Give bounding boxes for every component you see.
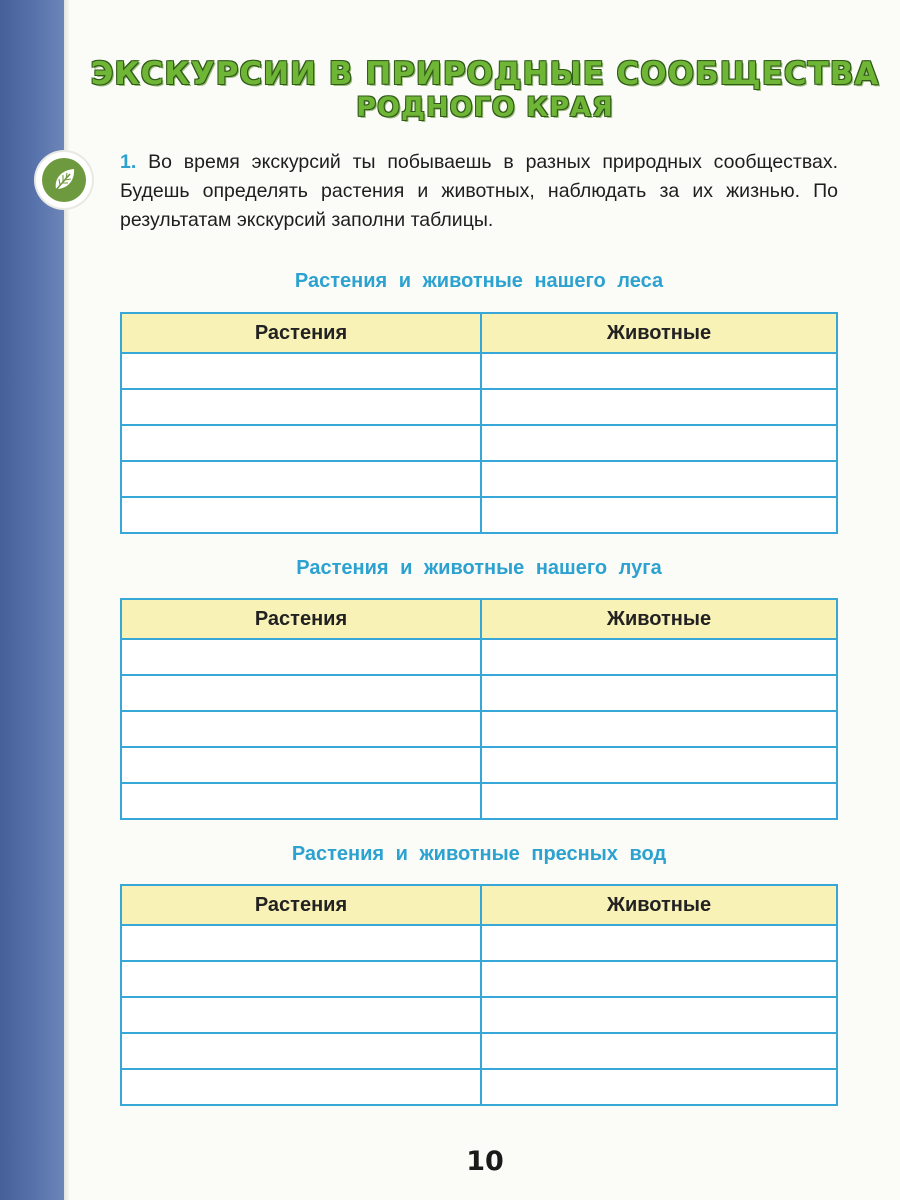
animal-cell[interactable]	[481, 747, 837, 783]
forest-table-title: Растения и животные нашего леса	[294, 270, 664, 292]
plant-cell[interactable]	[121, 389, 481, 425]
table-header-row	[121, 885, 837, 925]
table-row	[121, 961, 837, 997]
animals-column-header: Животные	[481, 885, 837, 925]
animal-cell[interactable]	[481, 425, 837, 461]
table-row	[121, 711, 837, 747]
animals-column-header: Животные	[481, 599, 837, 639]
table-row	[121, 675, 837, 711]
table-row	[121, 997, 837, 1033]
page-title-line1: ЭКСКУРСИИ В ПРИРОДНЫЕ СООБЩЕСТВА	[90, 56, 880, 92]
table-row	[121, 1033, 837, 1069]
plant-cell[interactable]	[121, 461, 481, 497]
plant-cell[interactable]	[121, 675, 481, 711]
plant-cell[interactable]	[121, 961, 481, 997]
table-row	[121, 389, 837, 425]
plant-cell[interactable]	[121, 997, 481, 1033]
plant-cell[interactable]	[121, 783, 481, 819]
leaf-icon	[42, 158, 86, 202]
animal-cell[interactable]	[481, 461, 837, 497]
plant-cell[interactable]	[121, 1033, 481, 1069]
table-row	[121, 461, 837, 497]
table-header-row	[121, 599, 837, 639]
meadow-table	[120, 598, 838, 820]
freshwater-table-title: Растения и животные пресных вод	[291, 843, 667, 865]
forest-table	[120, 312, 838, 534]
meadow-table-title: Растения и животные нашего луга	[296, 557, 662, 579]
task-paragraph	[120, 148, 838, 235]
plant-cell[interactable]	[121, 1069, 481, 1105]
plant-cell[interactable]	[121, 353, 481, 389]
plants-column-header: Растения	[121, 599, 481, 639]
animal-cell[interactable]	[481, 497, 837, 533]
task-number: 1.	[120, 151, 137, 173]
animal-cell[interactable]	[481, 1069, 837, 1105]
animal-cell[interactable]	[481, 925, 837, 961]
plants-column-header: Растения	[121, 313, 481, 353]
animal-cell[interactable]	[481, 1033, 837, 1069]
plants-column-header: Растения	[121, 885, 481, 925]
table-row	[121, 497, 837, 533]
animal-cell[interactable]	[481, 639, 837, 675]
table-row	[121, 425, 837, 461]
animal-cell[interactable]	[481, 711, 837, 747]
table-row	[121, 747, 837, 783]
table-row	[121, 639, 837, 675]
leaf-badge	[36, 152, 92, 208]
plant-cell[interactable]	[121, 425, 481, 461]
plant-cell[interactable]	[121, 925, 481, 961]
task-text: Во время экскурсий ты побываешь в разных природных сообществах. Будешь определять растения и животных, наблюдать за их жизнью. По результатам экскурсий заполни таблицы.	[120, 151, 838, 231]
animal-cell[interactable]	[481, 389, 837, 425]
page-title-line2: РОДНОГО КРАЯ	[356, 92, 614, 123]
animals-column-header: Животные	[481, 313, 837, 353]
table-row	[121, 353, 837, 389]
animal-cell[interactable]	[481, 675, 837, 711]
animal-cell[interactable]	[481, 353, 837, 389]
plant-cell[interactable]	[121, 497, 481, 533]
animal-cell[interactable]	[481, 783, 837, 819]
freshwater-table	[120, 884, 838, 1106]
plant-cell[interactable]	[121, 639, 481, 675]
table-header-row	[121, 313, 837, 353]
animal-cell[interactable]	[481, 997, 837, 1033]
table-row	[121, 1069, 837, 1105]
plant-cell[interactable]	[121, 711, 481, 747]
table-row	[121, 925, 837, 961]
table-row	[121, 783, 837, 819]
plant-cell[interactable]	[121, 747, 481, 783]
animal-cell[interactable]	[481, 961, 837, 997]
page-number: 10	[466, 1146, 504, 1177]
